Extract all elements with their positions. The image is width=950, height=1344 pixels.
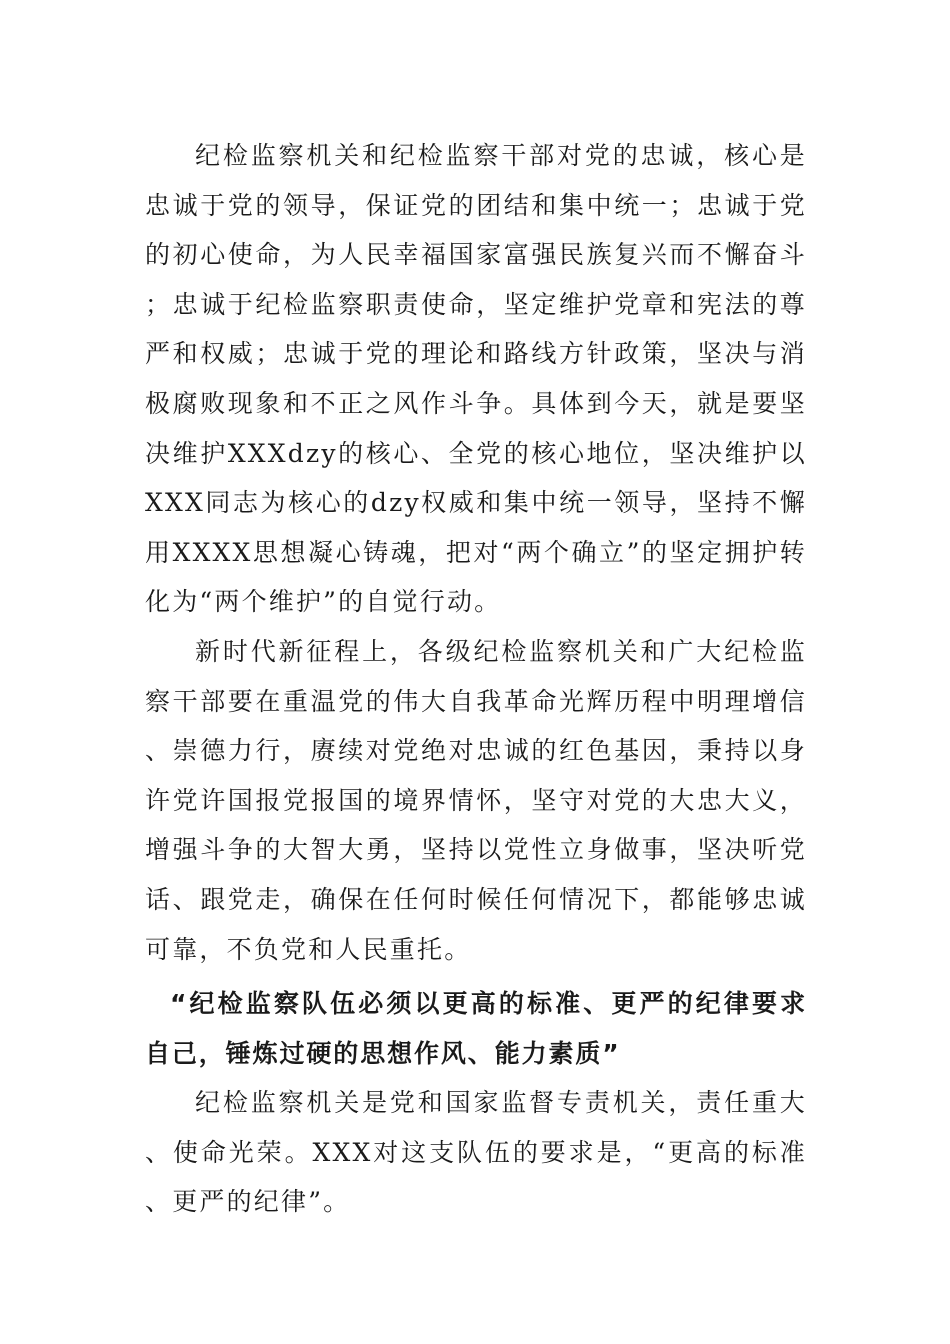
section-heading: “纪检监察队伍必须以更高的标准、更严的纪律要求自己，锤炼过硬的思想作风、能力素质”	[145, 989, 807, 1068]
paragraph-loyalty: 纪检监察机关和纪检监察干部对党的忠诚，核心是忠诚于党的领导，保证党的团结和集中统一；忠诚于党的初心使命，为人民幸福国家富强民族复兴而不懈奋斗；忠诚于纪检监察职责使命，坚定维护党章和宪法的尊严和权威；忠诚于党的理论和路线方针政策，坚决与消极腐败现象和不正之风作斗争。具体到今天，就是要坚决维护XXXdzy的核心、全党的核心地位，坚决维护以XXX同志为核心的dzy权威和集中统一领导，坚持不懈用XXXX思想凝心铸魂，把对“两个确立”的坚定拥护转化为“两个维护”的自觉行动。	[145, 141, 807, 617]
document-page	[145, 131, 807, 1227]
paragraph-new-era: 新时代新征程上，各级纪检监察机关和广大纪检监察干部要在重温党的伟大自我革命光辉历程中明理增信、崇德力行，赓续对党绝对忠诚的红色基因，秉持以身许党许国报党报国的境界情怀，坚守对党的大忠大义，增强斗争的大智大勇，坚持以党性立身做事，坚决听党话、跟党走，确保在任何时候任何情况下，都能够忠诚可靠，不负党和人民重托。	[145, 636, 807, 964]
paragraph-supervision-organ: 纪检监察机关是党和国家监督专责机关，责任重大、使命光荣。XXX对这支队伍的要求是，“更高的标准、更严的纪律”。	[145, 1088, 807, 1217]
